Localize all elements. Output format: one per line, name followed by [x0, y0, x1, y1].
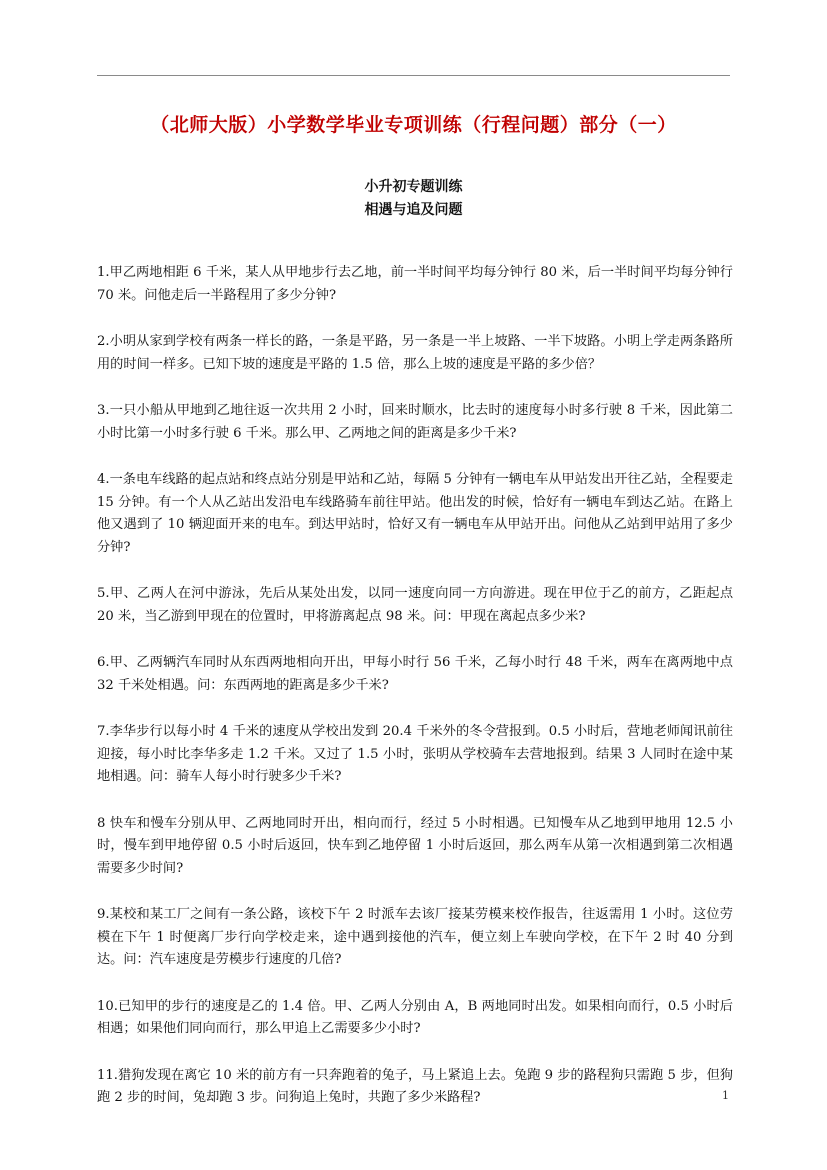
subtitle-block: [0, 176, 827, 222]
question-1: 1.甲乙两地相距 6 千米，某人从甲地步行去乙地，前一半时间平均每分钟行 80 米，后一半时间平均每分钟行 70 米。问他走后一半路程用了多少分钟?: [97, 265, 733, 303]
question-2: 2.小明从家到学校有两条一样长的路，一条是平路，另一条是一半上坡路、一半下坡路。小明上学走两条路所用的时间一样多。已知下坡的速度是平路的 1.5 倍，那么上坡的速度是平路的多少倍？: [97, 334, 733, 372]
question-10: 10.已知甲的步行的速度是乙的 1.4 倍。甲、乙两人分别由 A，B 两地同时出发。如果相向而行，0.5 小时后相遇；如果他们同向而行，那么甲追上乙需要多少小时?: [97, 998, 733, 1036]
subtitle-line-2: 相遇与追及问题: [364, 202, 463, 218]
subtitle-line-1: 小升初专题训练: [364, 179, 463, 195]
header-rule: [97, 75, 730, 76]
question-3: 3.一只小船从甲地到乙地往返一次共用 2 小时，回来时顺水，比去时的速度每小时多行驶 8 千米，因此第二小时比第一小时多行驶 6 千米。那么甲、乙两地之间的距离是多少千米?: [97, 403, 733, 441]
question-6: 6.甲、乙两辆汽车同时从东西两地相向开出，甲每小时行 56 千米，乙每小时行 48 千米，两车在离两地中点 32 千米处相遇。问：东西两地的距离是多少千米?: [97, 655, 733, 693]
question-8: 8 快车和慢车分别从甲、乙两地同时开出，相向而行，经过 5 小时相遇。已知慢车从乙地到甲地用 12.5 小时，慢车到甲地停留 0.5 小时后返回，快车到乙地停留 1 小时后返回，那么两车从第一次相遇到第二次相遇需要多少时间?: [97, 815, 733, 876]
page-number: 1: [722, 1089, 729, 1102]
question-9: 9.某校和某工厂之间有一条公路，该校下午 2 时派车去该厂接某劳模来校作报告，往返需用 1 小时。这位劳模在下午 1 时便离厂步行向学校走来，途中遇到接他的汽车，便立刻上车驶向学校，在下午 2 时 40 分到达。问：汽车速度是劳模步行速度的几倍?: [97, 907, 733, 967]
document-title: （北师大版）小学数学毕业专项训练（行程问题）部分（一）: [150, 114, 677, 136]
question-5: 5.甲、乙两人在河中游泳，先后从某处出发，以同一速度向同一方向游进。现在甲位于乙的前方，乙距起点 20 米，当乙游到甲现在的位置时，甲将游离起点 98 米。问：甲现在离起点多少米?: [97, 586, 733, 624]
question-4: 4.一条电车线路的起点站和终点站分别是甲站和乙站，每隔 5 分钟有一辆电车从甲站发出开往乙站，全程要走 15 分钟。有一个人从乙站出发沿电车线路骑车前往甲站。他出发的时候，恰好有一辆电车到达乙站。在路上他又遇到了 10 辆迎面开来的电车。到达甲站时，恰好又有一辆电车从甲站开出。问他从乙站到甲站用了多少分钟?: [97, 472, 733, 555]
question-list: [97, 262, 733, 1134]
question-11: 11.猎狗发现在离它 10 米的前方有一只奔跑着的兔子，马上紧追上去。兔跑 9 步的路程狗只需跑 5 步，但狗跑 2 步的时间，兔却跑 3 步。问狗追上兔时，共跑了多少米路程?: [97, 1067, 733, 1105]
question-7: 7.李华步行以每小时 4 千米的速度从学校出发到 20.4 千米外的冬令营报到。0.5 小时后，营地老师闻讯前往迎接，每小时比李华多走 1.2 千米。又过了 1.5 小时，张明从学校骑车去营地报到。结果 3 人同时在途中某地相遇。问：骑车人每小时行驶多少千米?: [97, 724, 733, 784]
